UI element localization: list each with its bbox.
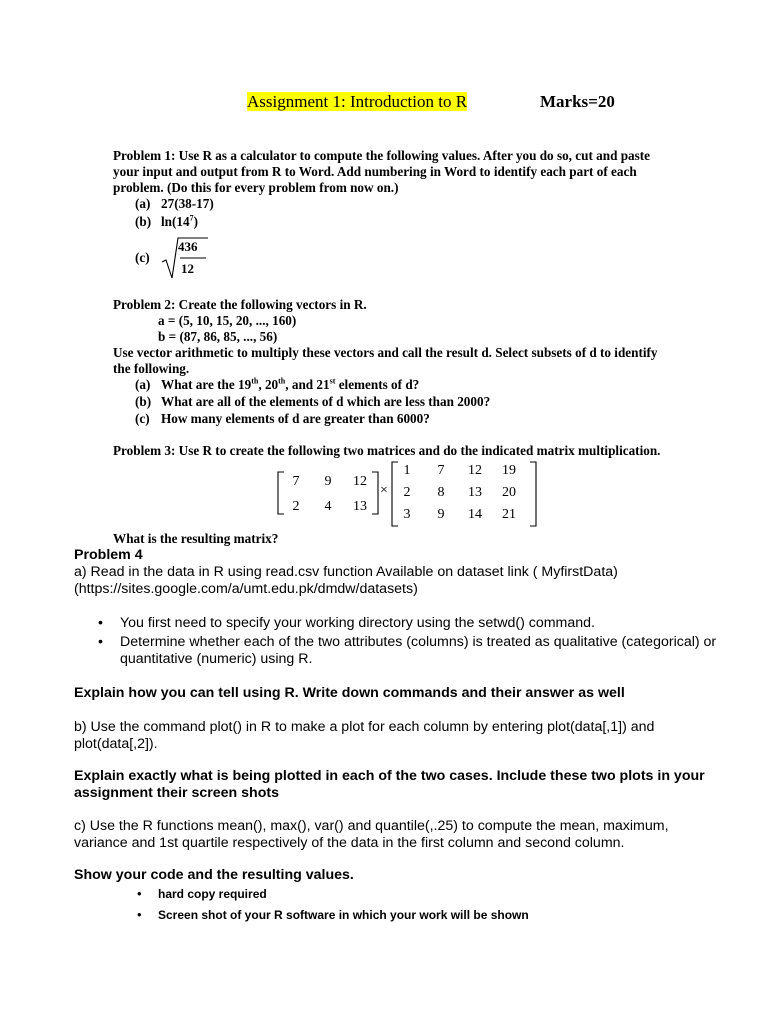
matrix-cell: 13 — [468, 485, 482, 500]
superscript: 7 — [189, 213, 194, 223]
explain-tell-heading: Explain how you can tell using R. Write down commands and their answer as well — [74, 685, 625, 701]
problem4-c-line2: variance and 1st quartile respectively of the data in the first column and second column. — [74, 835, 625, 851]
matrix-cell: 13 — [353, 499, 367, 514]
problem2-vector-b: b = (87, 86, 85, ..., 56) — [158, 329, 278, 344]
matrix-cell: 1 — [403, 463, 411, 478]
problem2-line2: Use vector arithmetic to multiply these vectors and call the result d. Select subsets of d to identify — [113, 345, 658, 360]
problem1-line1: Problem 1: Use R as a calculator to compute the following values. After you do so, cut and paste — [113, 148, 651, 163]
right-bracket-icon — [370, 471, 380, 515]
matrix-cell: 12 — [353, 474, 367, 489]
matrix-cell: 12 — [468, 463, 482, 478]
problem2-item-a — [135, 377, 419, 393]
problem4-c-line1: c) Use the R functions mean(), max(), var() and quantile(,.25) to compute the mean, maximum, — [74, 818, 669, 834]
item-label: (b) — [135, 214, 152, 229]
item-label: (c) — [135, 411, 150, 426]
item-text: How many elements of d are greater than 6000? — [161, 411, 430, 426]
sqrt-denominator: 12 — [181, 261, 194, 276]
problem2-vector-a: a = (5, 10, 15, 20, ..., 160) — [158, 313, 297, 328]
show-code-heading: Show your code and the resulting values. — [74, 867, 354, 883]
superscript: st — [329, 376, 336, 386]
item-label: (a) — [135, 377, 151, 392]
requirement-hard-copy: hard copy required — [158, 887, 267, 901]
matrix-cell: 19 — [502, 463, 516, 478]
bullet-icon: • — [137, 907, 142, 922]
problem2-line3: the following. — [113, 361, 190, 376]
explain-plot-line1: Explain exactly what is being plotted in each of the two cases. Include these two plots in your — [74, 768, 705, 784]
superscript: th — [251, 376, 259, 386]
bullet-icon: • — [98, 615, 103, 631]
item-text: ) — [193, 214, 198, 229]
item-text: What are all of the elements of d which are less than 2000? — [161, 394, 491, 409]
bullet2-line2: quantitative (numeric) using R. — [120, 651, 313, 667]
matrix-cell: 9 — [437, 507, 445, 522]
item-label: (a) — [135, 196, 151, 211]
requirement-screen-shot: Screen shot of your R software in which your work will be shown — [158, 908, 529, 922]
matrix-cell: 9 — [324, 474, 332, 489]
matrix-cell: 14 — [468, 507, 482, 522]
bullet1-text: You first need to specify your working directory using the setwd() command. — [120, 615, 595, 631]
matrix-cell: 4 — [324, 499, 332, 514]
superscript: th — [278, 376, 286, 386]
matrix-cell: 7 — [292, 474, 300, 489]
problem1-line2: your input and output from R to Word. Add numbering in Word to identify each part of each — [113, 164, 637, 179]
bullet-icon: • — [98, 634, 103, 650]
problem1-line3: problem. (Do this for every problem from now on.) — [113, 180, 399, 195]
matrix-cell: 2 — [403, 485, 411, 500]
problem4-heading: Problem 4 — [74, 547, 143, 563]
matrix-cell: 21 — [502, 507, 516, 522]
bullet-icon: • — [137, 886, 142, 901]
problem3-line1: Problem 3: Use R to create the following two matrices and do the indicated matrix multiplication. — [113, 443, 661, 458]
explain-plot-line2: assignment their screen shots — [74, 785, 279, 801]
item-text: , 20 — [258, 377, 279, 392]
problem4-a-line1: a) Read in the data in R using read.csv function Available on dataset link ( MyfirstData) — [74, 564, 618, 580]
problem4-a-line2: (https://sites.google.com/a/umt.edu.pk/dmdw/datasets) — [74, 581, 418, 597]
sqrt-numerator: 436 — [178, 239, 198, 254]
item-text: ln(14 — [161, 214, 190, 229]
right-bracket-icon — [528, 461, 538, 527]
times-symbol: × — [380, 483, 388, 498]
problem1-item-c-label — [135, 250, 161, 266]
problem2-item-b — [135, 394, 490, 410]
problem2-item-c — [135, 411, 430, 427]
problem4-b-line2: plot(data[,2]). — [74, 736, 158, 752]
bullet2-line1: Determine whether each of the two attributes (columns) is treated as qualitative (categorical) or — [120, 634, 717, 650]
marks-label: Marks=20 — [540, 92, 615, 111]
item-text: , and 21 — [285, 377, 330, 392]
problem2-line1: Problem 2: Create the following vectors in R. — [113, 297, 367, 312]
assignment-title — [247, 92, 467, 112]
problem1-item-a — [135, 196, 214, 212]
assignment-title-text: Assignment 1: Introduction to R — [247, 92, 468, 111]
item-label: (c) — [135, 250, 150, 265]
matrix-cell: 20 — [502, 485, 516, 500]
problem1-item-b — [135, 214, 198, 230]
item-text: What are the 19 — [161, 377, 252, 392]
matrix-cell: 3 — [403, 507, 411, 522]
matrix-cell: 2 — [292, 499, 300, 514]
matrix-cell: 7 — [437, 463, 445, 478]
problem3-question: What is the resulting matrix? — [113, 531, 279, 546]
item-label: (b) — [135, 394, 152, 409]
matrix-cell: 8 — [437, 485, 445, 500]
problem4-b-line1: b) Use the command plot() in R to make a plot for each column by entering plot(data[,1]) and — [74, 719, 655, 735]
item-text: 27(38-17) — [161, 196, 214, 211]
item-text: elements of d? — [335, 377, 420, 392]
